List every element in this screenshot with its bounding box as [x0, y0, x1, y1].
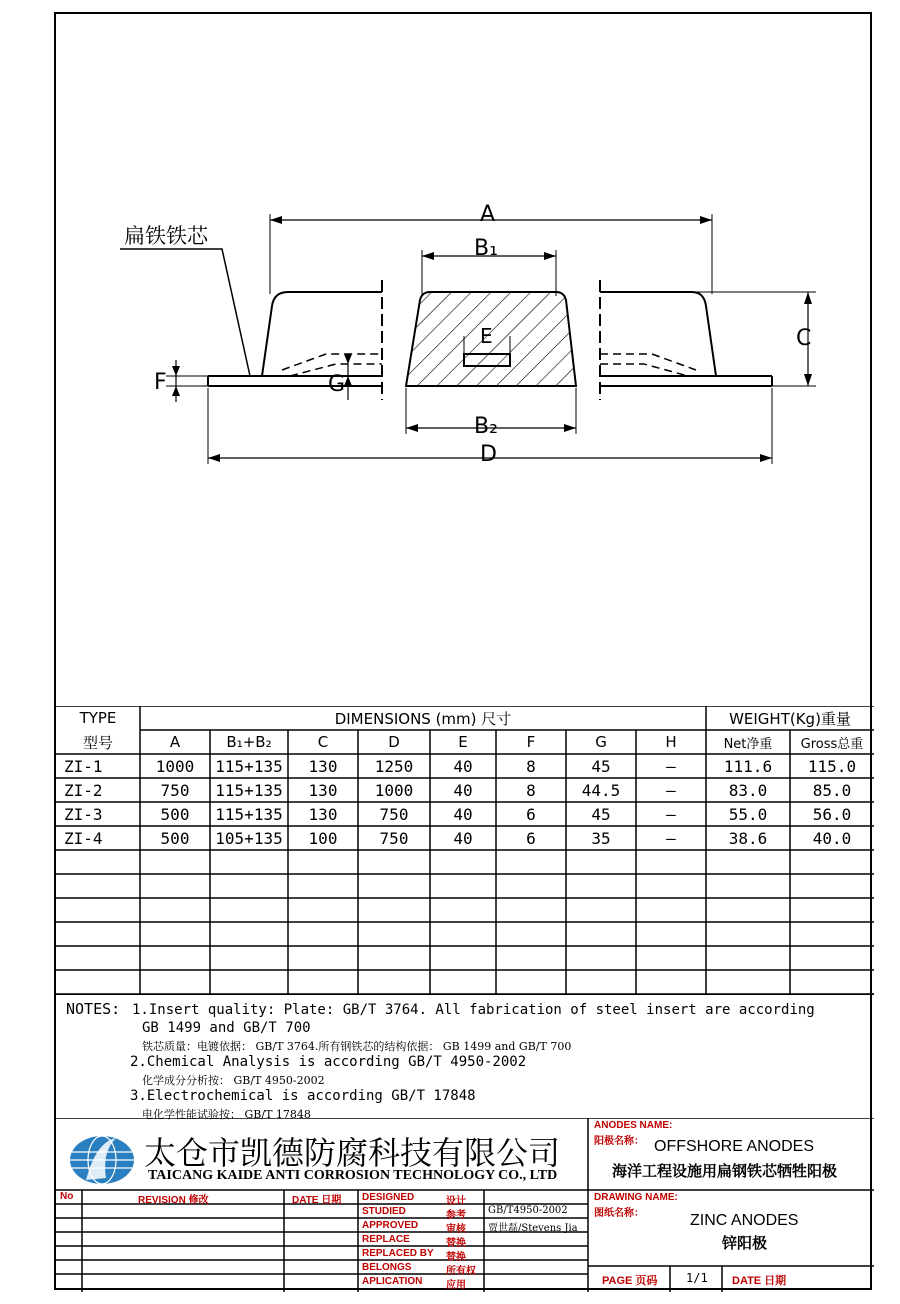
drawing-name-label-cn: 图纸名称：: [594, 1208, 644, 1219]
column-header-3: D: [388, 733, 400, 751]
table-cell-gross: 85.0: [812, 780, 852, 800]
table-cell-net: 38.6: [728, 828, 768, 848]
table-cell-D: 1250: [374, 756, 414, 776]
table-cell-C: 130: [308, 804, 338, 824]
dim-label-b1: B₁: [474, 236, 498, 261]
note-2-cn: 化学成分分析按： GB/T 4950-2002: [142, 1074, 325, 1087]
note-1-en: 1.Insert quality: Plate: GB/T 3764. All fabrication of steel insert are according: [132, 1002, 815, 1018]
table-cell-F: 8: [526, 780, 536, 800]
dim-label-a: A: [480, 202, 496, 227]
table-cell-A: 500: [160, 804, 190, 824]
table-cell-F: 6: [526, 828, 536, 848]
drawing-sheet: [54, 12, 872, 1290]
table-cell-G: 45: [591, 804, 611, 824]
table-cell-net: 83.0: [728, 780, 768, 800]
table-cell-H: –: [666, 780, 676, 800]
anodes-name-cn: 海洋工程设施用扁钢铁芯牺牲阳极: [612, 1162, 838, 1180]
dim-label-f: F: [154, 370, 167, 395]
table-cell-A: 500: [160, 828, 190, 848]
table-cell-D: 750: [379, 828, 409, 848]
core-label: 扁铁铁芯: [124, 224, 208, 248]
table-cell-F: 6: [526, 804, 536, 824]
role-label: REPLACE: [362, 1234, 410, 1245]
table-cell-E: 40: [453, 780, 473, 800]
revision-header: REVISION 修改: [138, 1195, 209, 1206]
column-header-1: B₁+B₂: [226, 733, 272, 751]
page-value: 1/1: [686, 1271, 708, 1285]
column-header-4: E: [458, 733, 468, 751]
note-2-en: 2.Chemical Analysis is according GB/T 4950-2002: [130, 1054, 527, 1070]
dim-label-e: E: [480, 324, 493, 348]
table-cell-net: 111.6: [723, 756, 773, 776]
table-cell-type: ZI-4: [64, 828, 103, 848]
column-header-7: H: [665, 733, 677, 751]
page-label: PAGE 页码: [602, 1275, 658, 1287]
column-header-2: C: [317, 733, 329, 751]
table-cell-D: 750: [379, 804, 409, 824]
revision-no-header: No: [60, 1191, 74, 1202]
table-cell-D: 1000: [374, 780, 414, 800]
table-cell-B: 115+135: [215, 804, 283, 824]
column-header-0: A: [169, 733, 181, 751]
company-name-cn: 太仓市凯德防腐科技有限公司: [144, 1134, 561, 1172]
role-value: 贾世磊/Stevens Jia: [488, 1223, 578, 1234]
date-label: DATE 日期: [732, 1275, 787, 1287]
table-cell-E: 40: [453, 756, 473, 776]
table-cell-type: ZI-1: [64, 756, 103, 776]
table-cell-A: 1000: [155, 756, 195, 776]
drawing-name-cn: 锌阳极: [722, 1234, 768, 1252]
role-label-cn: 审核: [446, 1224, 466, 1235]
dim-label-c: C: [796, 326, 812, 351]
role-label-cn: 应用: [446, 1280, 466, 1291]
dim-label-g: G: [328, 372, 346, 397]
notes-label: NOTES:: [66, 1000, 121, 1018]
note-3-en: 3.Electrochemical is according GB/T 17848: [130, 1088, 476, 1104]
revision-date-header: DATE 日期: [292, 1195, 342, 1206]
table-cell-E: 40: [453, 828, 473, 848]
table-cell-gross: 40.0: [812, 828, 852, 848]
company-name-en: TAICANG KAIDE ANTI CORROSION TECHNOLOGY CO., LTD: [148, 1168, 558, 1183]
note-1-cn: 铁芯质量：电镀依据： GB/T 3764.所有钢铁芯的结构依据： GB 1499 and GB/T 700: [142, 1040, 572, 1053]
table-cell-E: 40: [453, 804, 473, 824]
table-cell-G: 44.5: [581, 780, 621, 800]
dim-label-b2: B₂: [474, 414, 498, 439]
anodes-name-label: ANODES NAME:: [594, 1120, 673, 1131]
role-label-cn: 参考: [446, 1210, 466, 1221]
column-header-5: F: [526, 733, 536, 751]
role-value: GB/T4950-2002: [488, 1205, 568, 1216]
table-cell-G: 45: [591, 756, 611, 776]
table-cell-H: –: [666, 828, 676, 848]
table-cell-A: 750: [160, 780, 190, 800]
note-1-en-2: GB 1499 and GB/T 700: [142, 1020, 311, 1036]
type-header: TYPE: [79, 709, 117, 727]
table-cell-type: ZI-2: [64, 780, 103, 800]
note-3-cn: 电化学性能试验按： GB/T 17848: [142, 1108, 311, 1121]
role-label-cn: 设计: [446, 1196, 466, 1207]
table-cell-B: 115+135: [215, 780, 283, 800]
table-cell-G: 35: [591, 828, 611, 848]
role-label: STUDIED: [362, 1206, 406, 1217]
table-cell-gross: 56.0: [812, 804, 852, 824]
weight-column-header-1: Gross总重: [800, 736, 864, 752]
dim-label-d: D: [480, 442, 497, 467]
role-label-cn: 替换: [446, 1238, 466, 1249]
role-label: APLICATION: [362, 1276, 423, 1287]
dimensions-header: DIMENSIONS (mm) 尺寸: [334, 709, 512, 728]
drawing-name-en: ZINC ANODES: [690, 1212, 799, 1229]
table-cell-gross: 115.0: [807, 756, 857, 776]
weight-header: WEIGHT(Kg)重量: [729, 709, 851, 728]
table-cell-B: 115+135: [215, 756, 283, 776]
table-cell-B: 105+135: [215, 828, 283, 848]
role-label-cn: 所有权: [446, 1266, 476, 1277]
table-cell-C: 130: [308, 780, 338, 800]
role-label: REPLACED BY: [362, 1248, 434, 1259]
table-cell-F: 8: [526, 756, 536, 776]
table-cell-H: –: [666, 804, 676, 824]
role-label-cn: 替换: [446, 1252, 466, 1263]
type-header-cn: 型号: [82, 733, 113, 752]
company-logo-icon: [66, 1132, 138, 1188]
role-label: APPROVED: [362, 1220, 419, 1231]
table-cell-C: 130: [308, 756, 338, 776]
table-cell-type: ZI-3: [64, 804, 103, 824]
table-cell-net: 55.0: [728, 804, 768, 824]
anodes-name-en: OFFSHORE ANODES: [654, 1138, 815, 1155]
table-cell-C: 100: [308, 828, 338, 848]
column-header-6: G: [595, 733, 607, 751]
drawing-name-label: DRAWING NAME:: [594, 1192, 678, 1203]
table-cell-H: –: [666, 756, 676, 776]
role-label: DESIGNED: [362, 1192, 415, 1203]
anodes-name-label-cn: 阳极名称：: [594, 1136, 644, 1147]
notes-divider: [56, 994, 874, 995]
weight-column-header-0: Net净重: [723, 736, 773, 752]
role-label: BELONGS: [362, 1262, 412, 1273]
